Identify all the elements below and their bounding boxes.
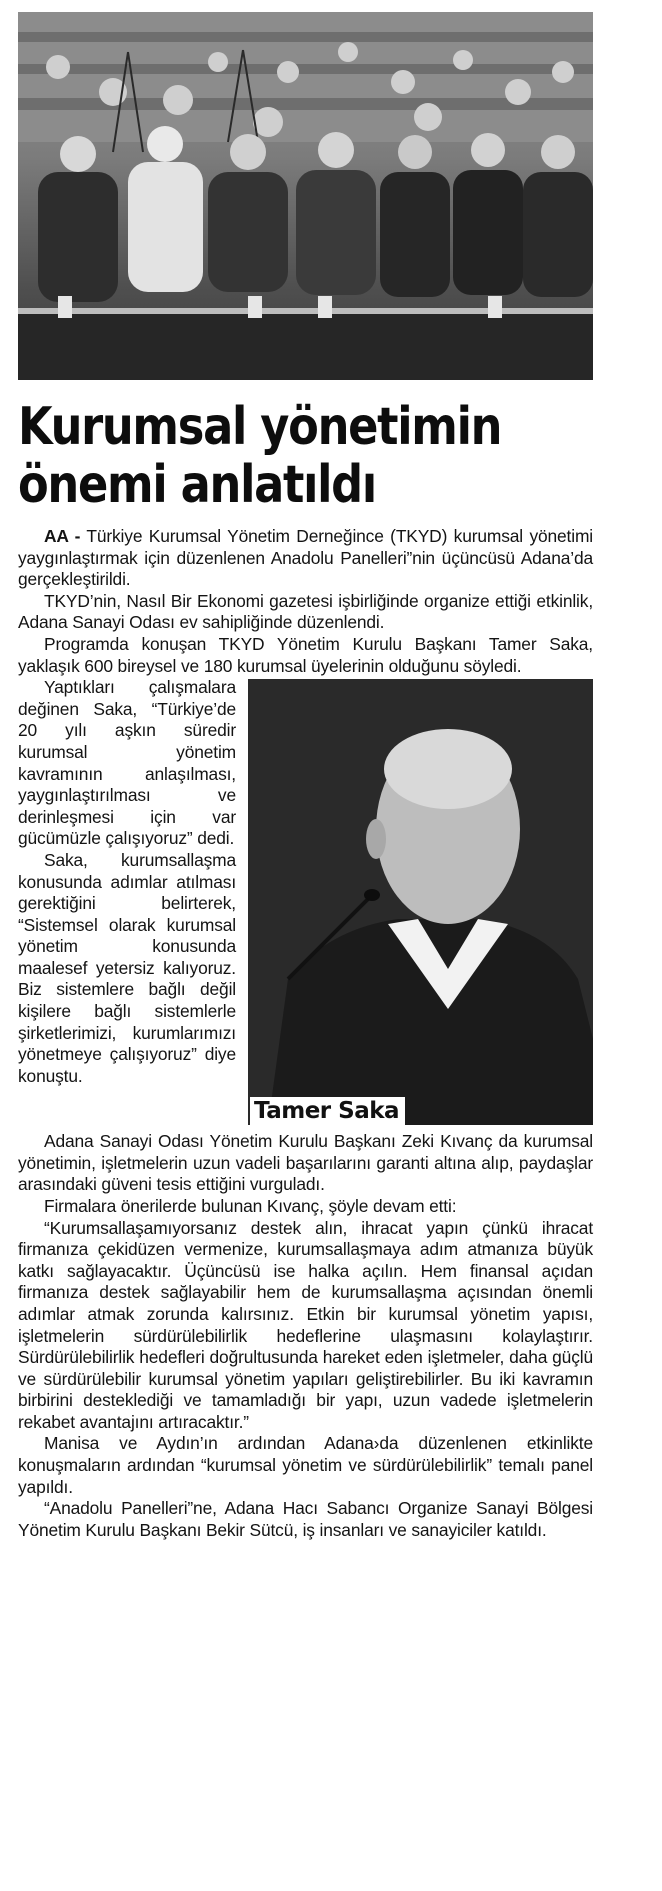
headline-line-1: Kurumsal yönetimin (18, 397, 502, 457)
paragraph-10: “Anadolu Panelleri”ne, Adana Hacı Sabancı Organize Sanayi Bölgesi Yönetim Kurulu Başkanı Bekir Sütcü, iş insanları ve sanayiciler katıldı. (18, 1498, 593, 1540)
portrait-photo (248, 679, 593, 1125)
paragraph-9: Manisa ve Aydın’ın ardından Adana›da düzenlenen etkinlikte konuşmaların ardından “kurumsal yönetim ve sürdürülebilirlik” temalı panel yapıldı. (18, 1433, 593, 1497)
paragraph-3: Programda konuşan TKYD Yönetim Kurulu Başkanı Tamer Saka, yaklaşık 600 bireysel ve 180 kurumsal üyelerinin olduğunu söyledi. (18, 633, 593, 676)
portrait-caption: Tamer Saka (250, 1097, 405, 1125)
article-body (18, 526, 593, 1541)
paragraph-4: Yaptıkları çalışmalara değinen Saka, “Türkiye’de 20 yılı aşkın süredir kurumsal yönetim kavramının anlaşılması, yaygınlaştırılması ve derinleşmesi için var gücümüzle çalışıyoruz” dedi. (18, 677, 236, 849)
paragraph-1: AA - Türkiye Kurumsal Yönetim Derneğince (TKYD) kurumsal yönetimi yaygınlaştırmak için düzenlenen Anadolu Panelleri”nin üçüncüsü Adana’da gerçekleştirildi. (18, 526, 593, 590)
headline-line-2: önemi anlatıldı (18, 455, 376, 515)
byline: AA - (44, 526, 81, 546)
event-audience-photo (18, 12, 593, 380)
paragraph-6: Adana Sanayi Odası Yönetim Kurulu Başkanı Zeki Kıvanç da kurumsal yönetimin, işletmelerin uzun vadeli başarılarını garanti altına alıp, paydaşlar arasındaki güveni tesis ettiğini vurguladı. (18, 1131, 593, 1195)
paragraph-7: Firmalara önerilerde bulunan Kıvanç, şöyle devam etti: (44, 1195, 457, 1216)
news-clipping (18, 12, 593, 1541)
paragraph-2: TKYD’nin, Nasıl Bir Ekonomi gazetesi işbirliğinde organize ettiği etkinlik, Adana Sanayi Odası ev sahipliğinde düzenlendi. (18, 590, 593, 633)
paragraph-5: Saka, kurumsallaşma konusunda adımlar atılması gerektiğini belirterek, “Sistemsel olarak kurumsal yönetim konusunda maalesef yetersiz kalıyoruz. Biz sistemlere bağlı değil kişilere bağlı sistemlerle şirketlerimizi, kurumlarımızı yönetmeye çalışıyoruz” diye konuştu. (18, 849, 236, 1086)
paragraph-8: “Kurumsallaşamıyorsanız destek alın, ihracat yapın çünkü ihracat firmanıza çekidüzen vermenize, kurumsallaşmaya adım atmanıza büyük katkı sağlayacaktır. Üçüncüsü ise halka açılın. Hem finansal açıdan firmanıza destek sağlayabilir hem de kurumsallaşma açısından önemli adımlar atmak zorunda kalırsınız. Etkin bir kurumsal yönetim yapısı, işletmelerin sürdürülebilirlik hedeflerine ulaşmasını kolaylaştırır. Sürdürülebilirlik hedefleri doğrultusunda hareket eden işletmeler, daha güçlü ve sürdürülebilir kurumsal yönetim yapıları geliştirebilirler. Bu iki kavramın birbirini desteklediği ve tamamladığı bir yapı, uzun vadede işletmelerin rekabet avantajını artıracaktır.” (18, 1217, 593, 1432)
portrait-section (18, 677, 593, 1125)
headline (18, 398, 594, 514)
